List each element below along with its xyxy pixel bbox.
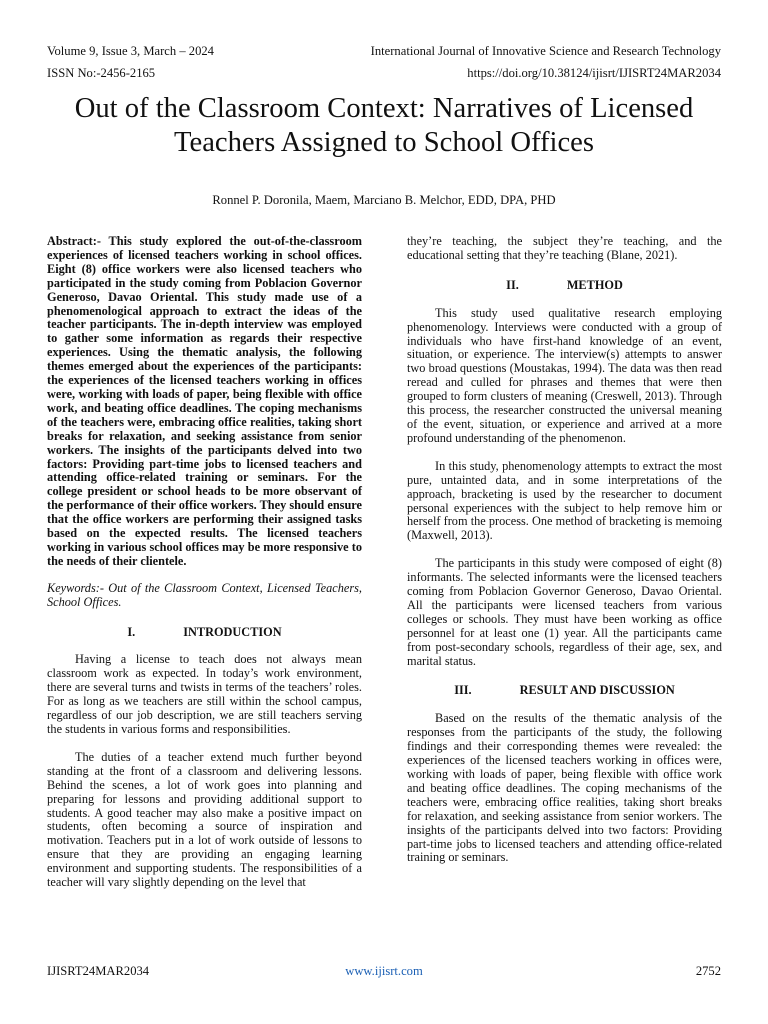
volume-info: Volume 9, Issue 3, March – 2024 [47,44,214,58]
footer-site-link[interactable]: www.ijisrt.com [345,964,423,978]
section-number: II. [506,277,519,292]
section-title: METHOD [566,277,623,292]
section-heading-method [407,279,722,293]
section-number: III. [454,683,472,698]
keywords: Keywords:- Out of the Classroom Context, Licensed Teachers, School Offices. [47,580,362,609]
paragraph: Having a license to teach does not always mean classroom work as expected. In today’s work environment, there are several turns and twists in terms of the teachers’ roles. For as long as we teachers are still within the school campus, regardless of our job description, we are still teachers serving the students in various forms and responsibilities. [47,652,362,736]
section-title: RESULT AND DISCUSSION [519,683,675,698]
section-heading-introduction [47,626,362,640]
journal-name: International Journal of Innovative Science and Research Technology [370,44,721,58]
issn: ISSN No:-2456-2165 [47,66,156,80]
right-column [407,235,722,865]
paragraph: The participants in this study were composed of eight (8) informants. The selected informants were the licensed teachers coming from Poblacion Governor Generoso, Davao Oriental. All the participants were licensed teachers from various colleges or schools. They must have been working as office personnel for at least one (1) year. All the participants came from post-secondary schools, regardless of their age, sex, and marital status. [407,556,722,668]
section-title: INTRODUCTION [183,624,282,639]
footer-paper-id: IJISRT24MAR2034 [47,964,150,978]
section-number: I. [127,624,136,639]
authors: Ronnel P. Doronila, Maem, Marciano B. Melchor, EDD, DPA, PHD [212,193,556,207]
paragraph: they’re teaching, the subject they’re teaching, and the educational setting that they’re teaching (Blane, 2021). [407,234,722,262]
left-column [47,235,362,890]
section-heading-results [407,684,722,698]
abstract: Abstract:- This study explored the out-of-the-classroom experiences of licensed teachers working in school offices. Eight (8) office workers were also licensed teachers who participated in the study coming from Poblacion Governor Generoso, Davao Oriental. This study made use of a phenomenological approach to extract the ideas of the teacher participants. The in-depth interview was employed to gather some information as regards their respective experiences. Using the thematic analysis, the following themes emerged about the experiences of the participants: the experiences of the licensed teachers working in offices were, working with loads of paper, being flexible with office work, and beating office deadlines. The coping mechanisms of the teachers were, embracing office realities, taking short breaks for relaxation, and seeking assistance from senior workers. The insights of the participants delved into two factors: Providing part-time jobs to licensed teachers and attending office-related training or seminars. For the college president or school heads to be more observant of the performance of their office workers. They should ensure that the office workers are performing their assigned tasks based on the expected results. The licensed teachers working in various school offices may be more responsive to the needs of their clientele. [47,234,362,568]
doi-link[interactable]: https://doi.org/10.38124/ijisrt/IJISRT24MAR2034 [467,66,721,80]
paragraph: In this study, phenomenology attempts to extract the most pure, untainted data, and in some interpretations of the approach, bracketing is used by the researcher to document personal experiences with the subject to help remove him or herself from the process. One method of bracketing is memoing (Maxwell, 2013). [407,458,722,543]
paragraph: This study used qualitative research employing phenomenology. Interviews were conducted with a group of individuals who have first-hand knowledge of an event, situation, or experience. The interview(s) attempts to answer two broad questions (Moustakas, 1994). The data was then read reread and culled for phrases and themes that were then grouped to form clusters of meaning (Creswell, 2013). Through this process, the researcher constructed the universal meaning of the event, situation, or experience and arrived at a more profound understanding of the phenomenon. [407,305,722,445]
paper-title: Out of the Classroom Context: Narratives of Licensed Teachers Assigned to School Offices [74,93,694,158]
page-number: 2752 [695,964,721,978]
paragraph: The duties of a teacher extend much further beyond standing at the front of a classroom and delivering lessons. Behind the scenes, a lot of work goes into planning and preparing for lessons and providing additional support to students. A good teacher may also make a positive impact on students, often becoming a source of inspiration and motivation. Teachers put in a lot of work outside of lessons to ensure that they are providing an engaging learning environment and supporting students. The responsibilities of a teacher will vary slightly depending on the level that [47,749,362,890]
paragraph: Based on the results of the thematic analysis of the responses from the participants of the study, the following findings and their corresponding themes were revealed: the experiences of the licensed teachers working in offices were, working with loads of paper, being flexible with office work and beating office deadlines. The coping mechanisms of the teachers were, embracing office realities, taking short breaks for relaxation, and seeking assistance from senior workers. The insights of the participants delved into two factors: Providing part-time jobs to licensed teachers and attending office-related training or seminars. [407,711,722,865]
